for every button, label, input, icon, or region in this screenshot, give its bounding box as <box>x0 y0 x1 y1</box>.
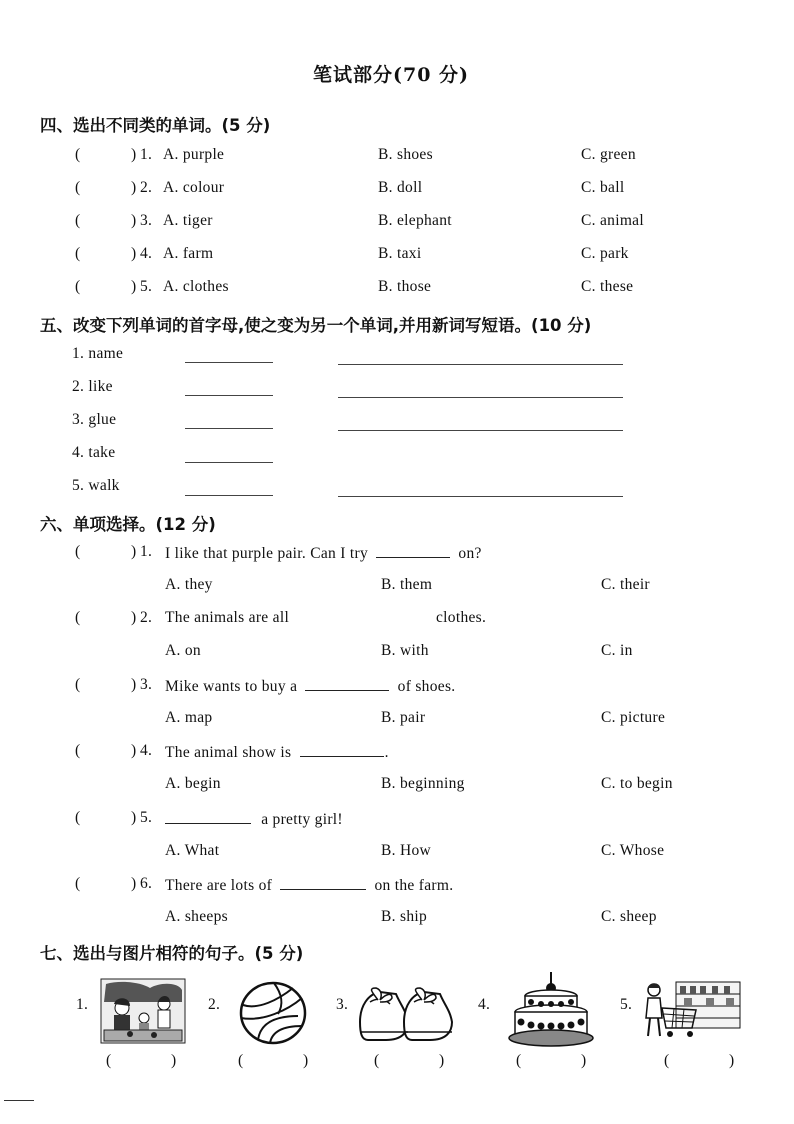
question-text-before: The animals are all <box>165 609 290 626</box>
answer-blank[interactable] <box>300 742 384 757</box>
word-item: 4. take <box>72 444 116 461</box>
question-text <box>165 543 482 563</box>
question-text-after: on the farm. <box>374 877 454 894</box>
option-b: B. pair <box>381 709 426 726</box>
word-item: 1. name <box>72 345 124 362</box>
question-number: 3. <box>140 676 153 693</box>
option-c: C. sheep <box>601 908 657 925</box>
answer-close-paren[interactable]: ) <box>131 742 137 759</box>
answer-open-paren: ( <box>75 676 81 693</box>
option-b: B. ship <box>381 908 428 925</box>
answer-open-paren: ( <box>374 1052 380 1069</box>
option-b: B. those <box>378 278 432 295</box>
phrase-blank[interactable] <box>338 430 623 431</box>
new-word-blank[interactable] <box>185 428 273 429</box>
answer-open-paren: ( <box>75 809 81 826</box>
answer-open-paren: ( <box>75 146 81 163</box>
option-b: B. them <box>381 576 433 593</box>
question-text <box>165 875 453 895</box>
question-text <box>165 676 455 696</box>
word-item: 2. like <box>72 378 113 395</box>
phrase-blank[interactable] <box>338 496 623 497</box>
option-c: C. these <box>581 278 634 295</box>
phrase-blank[interactable] <box>338 364 623 365</box>
new-word-blank[interactable] <box>185 462 273 463</box>
option-c: C. picture <box>601 709 666 726</box>
answer-open-paren: ( <box>75 245 81 262</box>
answer-open-paren: ( <box>664 1052 670 1069</box>
question-text-before: Mike wants to buy a <box>165 678 298 695</box>
question-text-before: There are lots of <box>165 877 273 894</box>
option-c: C. park <box>581 245 629 262</box>
answer-open-paren: ( <box>75 543 81 560</box>
option-a: A. they <box>165 576 213 593</box>
option-b: B. doll <box>378 179 423 196</box>
answer-blank[interactable] <box>376 543 450 558</box>
new-word-blank[interactable] <box>185 395 273 396</box>
new-word-blank[interactable] <box>185 362 273 363</box>
option-a: A. farm <box>163 245 214 262</box>
page-title: 笔试部分(70 分) <box>313 64 470 86</box>
option-a: A. begin <box>165 775 221 792</box>
option-c: C. ball <box>581 179 625 196</box>
option-c: C. Whose <box>601 842 665 859</box>
answer-close-paren[interactable]: ) <box>581 1052 587 1069</box>
answer-open-paren: ( <box>75 179 81 196</box>
answer-close-paren[interactable]: ) <box>131 146 137 163</box>
answer-close-paren[interactable]: ) <box>131 676 137 693</box>
section-7-heading: 七、选出与图片相符的句子。(5 分) <box>40 944 304 963</box>
answer-open-paren: ( <box>516 1052 522 1069</box>
answer-close-paren[interactable]: ) <box>729 1052 735 1069</box>
answer-open-paren: ( <box>75 212 81 229</box>
question-number: 1. <box>140 146 153 163</box>
word-item: 3. glue <box>72 411 117 428</box>
section-6-heading: 六、单项选择。(12 分) <box>40 515 216 534</box>
answer-close-paren[interactable]: ) <box>131 179 137 196</box>
answer-blank[interactable] <box>280 875 366 890</box>
question-number: 4. <box>140 245 153 262</box>
birthday-cake-icon <box>505 970 597 1050</box>
option-a: A. colour <box>163 179 225 196</box>
answer-close-paren[interactable]: ) <box>303 1052 309 1069</box>
question-number: 2. <box>140 609 153 626</box>
question-number: 2. <box>140 179 153 196</box>
shoes-icon <box>356 980 456 1046</box>
question-text-after: clothes. <box>436 609 487 626</box>
option-c: C. green <box>581 146 636 163</box>
question-text-before: I like that purple pair. Can I try <box>165 545 369 562</box>
option-c: C. in <box>601 642 633 659</box>
option-a: A. tiger <box>163 212 213 229</box>
option-c: C. to begin <box>601 775 673 792</box>
volleyball-icon <box>238 980 308 1046</box>
answer-close-paren[interactable]: ) <box>171 1052 177 1069</box>
answer-close-paren[interactable]: ) <box>131 543 137 560</box>
option-b: B. shoes <box>378 146 433 163</box>
question-text <box>165 742 389 762</box>
phrase-blank[interactable] <box>338 397 623 398</box>
question-text-after: on? <box>458 545 482 562</box>
answer-open-paren: ( <box>238 1052 244 1069</box>
option-a: A. purple <box>163 146 225 163</box>
option-b: B. with <box>381 642 429 659</box>
answer-close-paren[interactable]: ) <box>131 609 137 626</box>
question-text-after: . <box>384 744 389 761</box>
picture-number: 4. <box>478 996 491 1013</box>
answer-open-paren: ( <box>75 609 81 626</box>
question-text-after: of shoes. <box>397 678 456 695</box>
answer-open-paren: ( <box>75 875 81 892</box>
option-b: B. elephant <box>378 212 452 229</box>
option-b: B. taxi <box>378 245 422 262</box>
section-4-heading: 四、选出不同类的单词。(5 分) <box>40 116 271 135</box>
question-text <box>165 809 343 829</box>
question-number: 3. <box>140 212 153 229</box>
family-picnic-icon <box>100 978 186 1044</box>
answer-close-paren[interactable]: ) <box>439 1052 445 1069</box>
question-text-before: The animal show is <box>165 744 292 761</box>
answer-open-paren: ( <box>75 742 81 759</box>
option-a: A. map <box>165 709 213 726</box>
question-number: 6. <box>140 875 153 892</box>
question-number: 4. <box>140 742 153 759</box>
answer-close-paren[interactable]: ) <box>131 278 137 295</box>
question-number: 1. <box>140 543 153 560</box>
option-a: A. on <box>165 642 201 659</box>
answer-close-paren[interactable]: ) <box>131 875 137 892</box>
answer-blank[interactable] <box>165 809 251 824</box>
option-a: A. clothes <box>163 278 229 295</box>
answer-close-paren[interactable]: ) <box>131 809 137 826</box>
question-number: 5. <box>140 278 153 295</box>
option-a: A. sheeps <box>165 908 228 925</box>
picture-number: 2. <box>208 996 221 1013</box>
page-corner-mark <box>4 1100 34 1101</box>
option-c: C. animal <box>581 212 644 229</box>
option-c: C. their <box>601 576 650 593</box>
section-5-heading: 五、改变下列单词的首字母,使之变为另一个单词,并用新词写短语。(10 分) <box>40 316 592 335</box>
question-number: 5. <box>140 809 153 826</box>
answer-close-paren[interactable]: ) <box>131 245 137 262</box>
answer-open-paren: ( <box>106 1052 112 1069</box>
new-word-blank[interactable] <box>185 495 273 496</box>
answer-open-paren: ( <box>75 278 81 295</box>
picture-number: 5. <box>620 996 633 1013</box>
word-item: 5. walk <box>72 477 120 494</box>
picture-number: 1. <box>76 996 89 1013</box>
option-b: B. beginning <box>381 775 465 792</box>
option-b: B. How <box>381 842 432 859</box>
shopping-cart-icon <box>640 978 742 1044</box>
answer-blank[interactable] <box>305 676 389 691</box>
option-a: A. What <box>165 842 220 859</box>
picture-number: 3. <box>336 996 349 1013</box>
question-text-after: a pretty girl! <box>261 811 343 828</box>
answer-close-paren[interactable]: ) <box>131 212 137 229</box>
